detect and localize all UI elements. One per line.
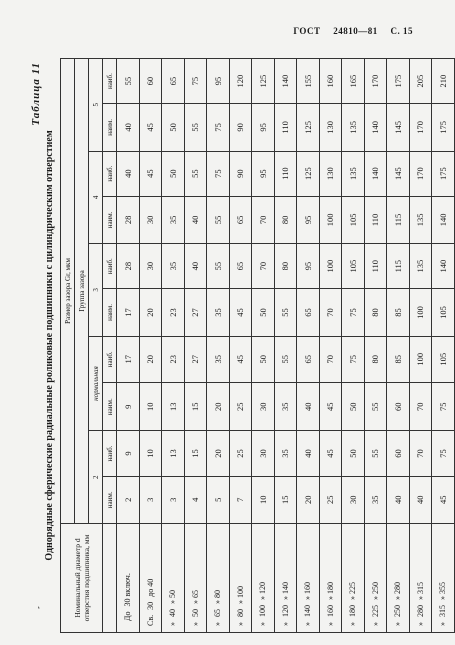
diameter-range xyxy=(184,524,207,633)
table-row xyxy=(387,59,410,633)
diameter-prefix: » xyxy=(235,622,245,626)
clearance-value: 95 xyxy=(207,59,230,104)
clearance-value: 30 xyxy=(252,382,275,431)
rotated-table-block xyxy=(30,58,448,633)
clearance-value: 140 xyxy=(432,244,455,289)
diameter-range xyxy=(319,524,342,633)
clearance-value: 35 xyxy=(162,196,185,243)
clearance-value: 23 xyxy=(162,336,185,382)
clearance-value: 75 xyxy=(432,382,455,431)
diameter-prefix: » xyxy=(438,622,448,626)
clearance-value: 60 xyxy=(139,59,162,104)
subheader-cell: наим. xyxy=(103,289,117,336)
clearance-value: 30 xyxy=(342,476,365,523)
diameter-range xyxy=(229,524,252,633)
standard-number: 24810—81 xyxy=(333,26,378,36)
clearance-value: 60 xyxy=(387,382,410,431)
clearance-value: 155 xyxy=(297,59,320,104)
clearance-value: 145 xyxy=(387,104,410,151)
clearance-value: 15 xyxy=(184,431,207,476)
diameter-range xyxy=(274,524,297,633)
clearance-value: 175 xyxy=(432,151,455,196)
diameter-prefix: » xyxy=(213,622,223,626)
clearance-value: 90 xyxy=(229,104,252,151)
clearance-value: 75 xyxy=(432,431,455,476)
clearance-value: 45 xyxy=(319,382,342,431)
clearance-value: 110 xyxy=(274,104,297,151)
subheader-cell: наим. xyxy=(103,476,117,523)
clearance-value: 135 xyxy=(342,104,365,151)
clearance-value: 10 xyxy=(252,476,275,523)
diameter-from: 160 xyxy=(325,605,335,617)
clearance-value: 55 xyxy=(364,382,387,431)
subheader-cell: наиб. xyxy=(103,431,117,476)
clearance-value: 40 xyxy=(387,476,410,523)
diameter-to: » 65 xyxy=(190,590,200,604)
clearance-value: 70 xyxy=(319,336,342,382)
clearance-value: 210 xyxy=(432,59,455,104)
clearance-value: 45 xyxy=(229,336,252,382)
clearance-value: 30 xyxy=(252,431,275,476)
clearance-value: 20 xyxy=(297,476,320,523)
clearance-value: 130 xyxy=(319,151,342,196)
clearance-value: 75 xyxy=(207,151,230,196)
diameter-to: » 120 xyxy=(258,582,268,600)
table-row xyxy=(139,59,162,633)
diameter-to: » 100 xyxy=(235,586,245,604)
group-cell: 2 xyxy=(89,431,103,524)
clearance-value: 25 xyxy=(229,431,252,476)
diameter-from: 180 xyxy=(348,605,358,617)
table-row xyxy=(342,59,365,633)
diameter-prefix: » xyxy=(280,622,290,626)
clearance-value: 160 xyxy=(319,59,342,104)
clearance-value: 28 xyxy=(117,196,140,243)
diameter-from: 30 xyxy=(145,601,155,610)
subheader-cell: наим. xyxy=(103,104,117,151)
clearance-value: 35 xyxy=(274,382,297,431)
diameter-prefix: » xyxy=(393,622,403,626)
clearance-value: 55 xyxy=(364,431,387,476)
clearance-value: 10 xyxy=(139,431,162,476)
clearance-value: 70 xyxy=(319,289,342,336)
clearance-value: 75 xyxy=(184,59,207,104)
clearance-value: 15 xyxy=(184,382,207,431)
clearance-value: 140 xyxy=(432,196,455,243)
clearance-value: 20 xyxy=(139,336,162,382)
clearance-value: 35 xyxy=(207,336,230,382)
page-number: С. 15 xyxy=(390,26,413,36)
clearance-value: 95 xyxy=(297,244,320,289)
clearance-value: 135 xyxy=(409,196,432,243)
subheader-cell: наиб. xyxy=(103,336,117,382)
diameter-range xyxy=(207,524,230,633)
diameter-to: » 225 xyxy=(348,582,358,600)
clearance-value: 85 xyxy=(387,336,410,382)
group-cell: 4 xyxy=(89,151,103,244)
clearance-value: 9 xyxy=(117,382,140,431)
diameter-to: » 140 xyxy=(280,582,290,600)
diameter-from: 140 xyxy=(303,605,313,617)
clearance-value: 95 xyxy=(297,196,320,243)
diameter-from: 315 xyxy=(438,605,448,617)
clearance-value: 110 xyxy=(364,244,387,289)
clearance-value: 70 xyxy=(409,431,432,476)
clearance-value: 80 xyxy=(364,289,387,336)
clearance-value: 23 xyxy=(162,289,185,336)
clearance-value: 17 xyxy=(117,336,140,382)
clearance-value: 13 xyxy=(162,431,185,476)
standard-label: ГОСТ xyxy=(293,26,321,36)
clearance-value: 105 xyxy=(432,289,455,336)
clearance-value: 40 xyxy=(297,382,320,431)
clearance-value: 27 xyxy=(184,336,207,382)
clearance-value: 65 xyxy=(297,336,320,382)
clearance-value: 125 xyxy=(252,59,275,104)
diameter-from: 50 xyxy=(190,609,200,617)
clearance-value: 65 xyxy=(229,196,252,243)
clearance-value: 110 xyxy=(274,151,297,196)
diameter-prefix: » xyxy=(325,622,335,626)
clearance-value: 50 xyxy=(162,104,185,151)
clearance-value: 65 xyxy=(162,59,185,104)
clearance-value: 75 xyxy=(342,336,365,382)
clearance-value: 65 xyxy=(297,289,320,336)
clearance-value: 125 xyxy=(297,151,320,196)
subheader-row xyxy=(103,59,117,633)
clearance-value: 55 xyxy=(274,289,297,336)
clearance-value: 28 xyxy=(117,244,140,289)
clearance-value: 75 xyxy=(207,104,230,151)
clearance-value: 4 xyxy=(184,476,207,523)
clearance-value: 90 xyxy=(229,151,252,196)
clearance-value: 17 xyxy=(117,289,140,336)
clearance-value: 60 xyxy=(387,431,410,476)
clearance-value: 175 xyxy=(432,104,455,151)
scan-mark: ‘ xyxy=(35,603,44,615)
subheader-cell: наиб. xyxy=(103,244,117,289)
clearance-value: 30 xyxy=(139,196,162,243)
clearance-value: 120 xyxy=(229,59,252,104)
clearance-value: 80 xyxy=(274,244,297,289)
clearance-value: 45 xyxy=(139,104,162,151)
diameter-to: 30 включ. xyxy=(123,573,133,607)
clearance-value: 40 xyxy=(409,476,432,523)
table-row xyxy=(117,59,140,633)
subheader-cell: наим. xyxy=(103,196,117,243)
clearance-value: 40 xyxy=(184,244,207,289)
group-header: Группа зазора xyxy=(75,59,89,524)
diameter-from: 40 xyxy=(168,609,178,617)
clearance-value: 55 xyxy=(274,336,297,382)
subheader-cell: наиб. xyxy=(103,59,117,104)
clearance-value: 45 xyxy=(319,431,342,476)
diameter-to: » 280 xyxy=(393,582,403,600)
clearance-value: 40 xyxy=(117,151,140,196)
clearance-value: 140 xyxy=(274,59,297,104)
clearance-value: 15 xyxy=(274,476,297,523)
diameter-to: » 250 xyxy=(370,582,380,600)
table-row xyxy=(274,59,297,633)
diameter-prefix: » xyxy=(348,622,358,626)
clearance-value: 20 xyxy=(139,289,162,336)
diameter-range xyxy=(162,524,185,633)
clearance-value: 50 xyxy=(252,289,275,336)
clearance-value: 2 xyxy=(117,476,140,523)
group-cell: 3 xyxy=(89,244,103,337)
diameter-to: » 315 xyxy=(415,582,425,600)
diameter-prefix: » xyxy=(370,622,380,626)
clearance-value: 80 xyxy=(364,336,387,382)
clearance-value: 145 xyxy=(387,151,410,196)
clearance-value: 25 xyxy=(229,382,252,431)
clearance-value: 140 xyxy=(364,151,387,196)
clearance-value: 95 xyxy=(252,151,275,196)
clearance-value: 125 xyxy=(297,104,320,151)
diameter-to: » 355 xyxy=(438,582,448,600)
diameter-range xyxy=(252,524,275,633)
clearance-value: 50 xyxy=(252,336,275,382)
clearance-value: 100 xyxy=(319,244,342,289)
table-row xyxy=(319,59,342,633)
diameter-prefix: » xyxy=(190,622,200,626)
table-row xyxy=(207,59,230,633)
clearance-value: 135 xyxy=(342,151,365,196)
table-label: Таблица 11 xyxy=(30,62,42,126)
clearance-value: 40 xyxy=(297,431,320,476)
table-row xyxy=(297,59,320,633)
diameter-from: 225 xyxy=(370,605,380,617)
diameter-from: 280 xyxy=(415,605,425,617)
clearance-value: 75 xyxy=(342,289,365,336)
clearance-value: 35 xyxy=(207,289,230,336)
diameter-to: » 180 xyxy=(325,582,335,600)
clearance-value: 95 xyxy=(252,104,275,151)
diameter-to: » 80 xyxy=(213,590,223,604)
diameter-from: До xyxy=(123,611,133,621)
clearance-value: 105 xyxy=(342,244,365,289)
diameter-prefix: » xyxy=(415,622,425,626)
row-header-spacer xyxy=(103,524,117,633)
clearance-value: 5 xyxy=(207,476,230,523)
clearance-value: 140 xyxy=(364,104,387,151)
clearance-value: 55 xyxy=(117,59,140,104)
clearance-value: 115 xyxy=(387,244,410,289)
clearance-value: 35 xyxy=(364,476,387,523)
clearance-value: 70 xyxy=(252,244,275,289)
clearance-value: 165 xyxy=(342,59,365,104)
clearance-value: 35 xyxy=(162,244,185,289)
table-row xyxy=(432,59,455,633)
clearance-value: 85 xyxy=(387,289,410,336)
clearance-value: 55 xyxy=(184,151,207,196)
diameter-prefix: Св. xyxy=(145,614,155,626)
clearance-value: 13 xyxy=(162,382,185,431)
table-title: Однорядные сферические радиальные роликовые подшипники с цилиндрическим отверстием xyxy=(44,130,55,561)
table-body xyxy=(117,59,455,633)
clearance-value: 115 xyxy=(387,196,410,243)
row-header: Номинальный диаметр d отверстия подшипника, мм xyxy=(61,524,103,633)
clearance-value: 40 xyxy=(117,104,140,151)
clearance-value: 35 xyxy=(274,431,297,476)
diameter-range xyxy=(139,524,162,633)
diameter-prefix: » xyxy=(258,622,268,626)
clearance-value: 135 xyxy=(409,244,432,289)
diameter-prefix: » xyxy=(303,622,313,626)
clearance-value: 100 xyxy=(409,289,432,336)
diameter-to: » 160 xyxy=(303,582,313,600)
clearance-value: 30 xyxy=(139,244,162,289)
diameter-range xyxy=(297,524,320,633)
clearance-value: 175 xyxy=(387,59,410,104)
diameter-range xyxy=(387,524,410,633)
clearance-value: 20 xyxy=(207,431,230,476)
clearance-value: 100 xyxy=(319,196,342,243)
clearance-value: 45 xyxy=(139,151,162,196)
diameter-from: 65 xyxy=(213,609,223,617)
clearance-value: 55 xyxy=(184,104,207,151)
clearance-value: 100 xyxy=(409,336,432,382)
clearance-value: 55 xyxy=(207,196,230,243)
clearance-value: 105 xyxy=(342,196,365,243)
clearance-value: 20 xyxy=(207,382,230,431)
clearance-value: 55 xyxy=(207,244,230,289)
diameter-from: 250 xyxy=(393,605,403,617)
clearance-header: Размер зазора Gr, мкм xyxy=(61,59,75,524)
diameter-range xyxy=(432,524,455,633)
clearance-value: 170 xyxy=(409,104,432,151)
clearance-value: 170 xyxy=(409,151,432,196)
diameter-from: 80 xyxy=(235,609,245,617)
table-row xyxy=(162,59,185,633)
clearance-value: 9 xyxy=(117,431,140,476)
page-header xyxy=(283,26,413,36)
clearance-value: 45 xyxy=(229,289,252,336)
table-row xyxy=(409,59,432,633)
diameter-from: 120 xyxy=(280,605,290,617)
clearance-value: 45 xyxy=(432,476,455,523)
clearance-value: 10 xyxy=(139,382,162,431)
clearance-value: 70 xyxy=(252,196,275,243)
clearance-value: 70 xyxy=(409,382,432,431)
clearance-value: 50 xyxy=(342,431,365,476)
clearance-value: 80 xyxy=(274,196,297,243)
group-cell: нормальная xyxy=(89,336,103,431)
diameter-range xyxy=(342,524,365,633)
clearance-table xyxy=(60,58,455,633)
subheader-cell: наиб. xyxy=(103,151,117,196)
table-row xyxy=(229,59,252,633)
table-row xyxy=(252,59,275,633)
clearance-value: 3 xyxy=(139,476,162,523)
clearance-value: 7 xyxy=(229,476,252,523)
table-row xyxy=(184,59,207,633)
clearance-value: 40 xyxy=(184,196,207,243)
clearance-value: 205 xyxy=(409,59,432,104)
table-row xyxy=(364,59,387,633)
clearance-value: 110 xyxy=(364,196,387,243)
clearance-value: 170 xyxy=(364,59,387,104)
diameter-to: » 50 xyxy=(168,590,178,604)
clearance-value: 3 xyxy=(162,476,185,523)
subheader-cell: наим. xyxy=(103,382,117,431)
clearance-value: 50 xyxy=(162,151,185,196)
clearance-value: 27 xyxy=(184,289,207,336)
clearance-value: 65 xyxy=(229,244,252,289)
group-cell: 5 xyxy=(89,59,103,152)
diameter-from: 100 xyxy=(258,605,268,617)
clearance-value: 25 xyxy=(319,476,342,523)
diameter-to: до 40 xyxy=(145,578,155,597)
diameter-range xyxy=(117,524,140,633)
diameter-prefix: » xyxy=(168,622,178,626)
clearance-value: 130 xyxy=(319,104,342,151)
diameter-range xyxy=(409,524,432,633)
clearance-value: 105 xyxy=(432,336,455,382)
diameter-range xyxy=(364,524,387,633)
clearance-value: 50 xyxy=(342,382,365,431)
